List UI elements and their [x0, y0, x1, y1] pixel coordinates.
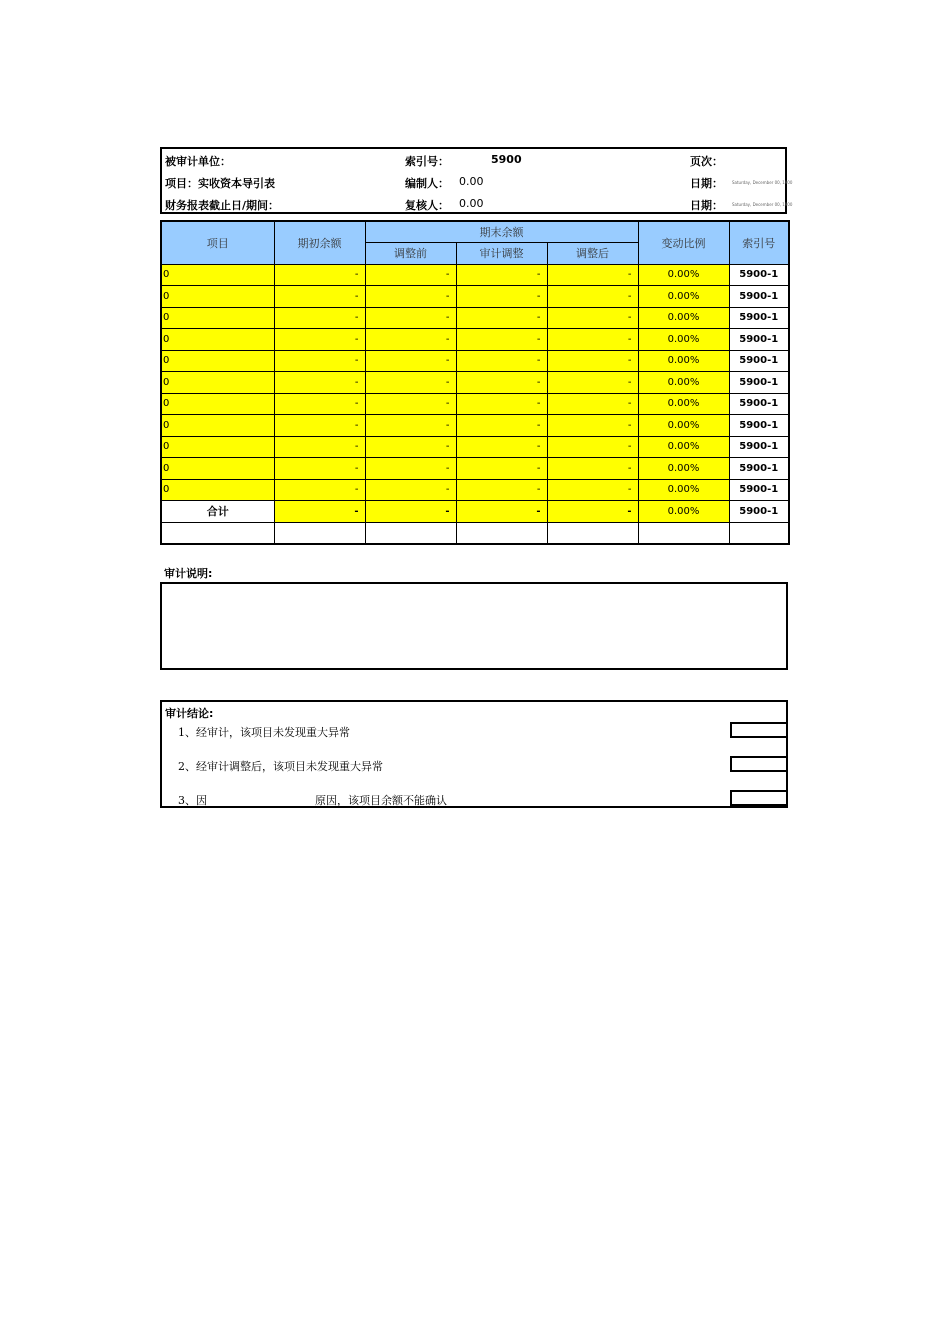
empty-cell[interactable] — [274, 522, 365, 544]
col-header-after-adj: 调整后 — [547, 243, 638, 265]
capital-lead-table — [160, 220, 790, 545]
row-before-adj-cell[interactable]: - — [365, 393, 456, 415]
date-label-2: 日期： — [690, 199, 723, 212]
row-audit-adj-cell[interactable]: - — [456, 329, 547, 351]
row-index-cell[interactable]: 5900-1 — [729, 286, 789, 308]
row-opening-cell[interactable]: - — [274, 286, 365, 308]
row-index-cell[interactable]: 5900-1 — [729, 350, 789, 372]
total-index-cell[interactable]: 5900-1 — [729, 501, 789, 523]
row-opening-cell[interactable]: - — [274, 436, 365, 458]
empty-cell[interactable] — [547, 522, 638, 544]
preparer-label: 编制人： — [405, 177, 449, 190]
audit-conclusion-label: 审计结论: — [165, 707, 214, 720]
row-before-adj-cell[interactable]: - — [365, 479, 456, 501]
row-before-adj-cell[interactable]: - — [365, 350, 456, 372]
date-value-2[interactable]: Saturday, December 00, 1900 — [732, 202, 793, 207]
project-label: 项目：实收资本导引表 — [165, 177, 275, 190]
row-after-adj-cell[interactable]: - — [547, 329, 638, 351]
row-after-adj-cell[interactable]: - — [547, 307, 638, 329]
table-row — [161, 436, 789, 458]
row-item-cell[interactable]: 0 — [161, 458, 274, 480]
row-after-adj-cell[interactable]: - — [547, 350, 638, 372]
total-label: 合计 — [161, 501, 274, 523]
audit-explanation-label: 审计说明: — [164, 567, 213, 580]
table-row — [161, 415, 789, 437]
total-opening-cell[interactable]: - — [274, 501, 365, 523]
row-index-cell[interactable]: 5900-1 — [729, 372, 789, 394]
table-row — [161, 393, 789, 415]
empty-cell[interactable] — [729, 522, 789, 544]
row-index-cell[interactable]: 5900-1 — [729, 436, 789, 458]
conclusion-item-2: 2、经审计调整后，该项目未发现重大异常 — [178, 760, 383, 773]
row-change-ratio-cell[interactable]: 0.00% — [638, 372, 729, 394]
row-after-adj-cell[interactable]: - — [547, 479, 638, 501]
row-change-ratio-cell[interactable]: 0.00% — [638, 350, 729, 372]
table-row — [161, 307, 789, 329]
period-label: 财务报表截止日/期间： — [165, 199, 280, 212]
conclusion-item-3-prefix: 3、因 — [178, 794, 207, 807]
total-before-cell[interactable]: - — [365, 501, 456, 523]
conclusion-item-3-suffix: 原因，该项目余额不能确认 — [315, 794, 447, 807]
row-index-cell[interactable]: 5900-1 — [729, 415, 789, 437]
row-audit-adj-cell[interactable]: - — [456, 436, 547, 458]
index-no-label: 索引号： — [405, 155, 449, 168]
date-value-1[interactable]: Saturday, December 00, 1900 — [732, 180, 793, 185]
row-change-ratio-cell[interactable]: 0.00% — [638, 307, 729, 329]
col-header-before-adj: 调整前 — [365, 243, 456, 265]
row-item-cell[interactable]: 0 — [161, 307, 274, 329]
total-after-cell[interactable]: - — [547, 501, 638, 523]
row-audit-adj-cell[interactable]: - — [456, 350, 547, 372]
row-item-cell[interactable]: 0 — [161, 329, 274, 351]
row-after-adj-cell[interactable]: - — [547, 415, 638, 437]
row-opening-cell[interactable]: - — [274, 458, 365, 480]
row-opening-cell[interactable]: - — [274, 329, 365, 351]
row-item-cell[interactable]: 0 — [161, 479, 274, 501]
conclusion-checkbox-1[interactable] — [730, 722, 788, 738]
row-before-adj-cell[interactable]: - — [365, 329, 456, 351]
row-item-cell[interactable]: 0 — [161, 372, 274, 394]
col-header-change-ratio: 变动比例 — [638, 221, 729, 264]
row-audit-adj-cell[interactable]: - — [456, 458, 547, 480]
empty-cell[interactable] — [456, 522, 547, 544]
col-header-closing-group: 期末余额 — [365, 221, 638, 243]
row-index-cell[interactable]: 5900-1 — [729, 329, 789, 351]
row-change-ratio-cell[interactable]: 0.00% — [638, 458, 729, 480]
row-audit-adj-cell[interactable]: - — [456, 393, 547, 415]
row-index-cell[interactable]: 5900-1 — [729, 479, 789, 501]
audit-conclusion-box — [160, 700, 788, 808]
total-adjust-cell[interactable]: - — [456, 501, 547, 523]
empty-cell[interactable] — [365, 522, 456, 544]
audited-unit-label: 被审计单位： — [165, 155, 231, 168]
header-row-1 — [161, 221, 789, 243]
row-before-adj-cell[interactable]: - — [365, 286, 456, 308]
row-item-cell[interactable]: 0 — [161, 264, 274, 286]
table-row — [161, 329, 789, 351]
row-after-adj-cell[interactable]: - — [547, 436, 638, 458]
workpaper-header — [160, 147, 793, 214]
row-index-cell[interactable]: 5900-1 — [729, 458, 789, 480]
row-item-cell[interactable]: 0 — [161, 350, 274, 372]
row-opening-cell[interactable]: - — [274, 393, 365, 415]
row-audit-adj-cell[interactable]: - — [456, 479, 547, 501]
col-header-index: 索引号 — [729, 221, 789, 264]
table-row — [161, 264, 789, 286]
row-item-cell[interactable]: 0 — [161, 393, 274, 415]
row-opening-cell[interactable]: - — [274, 372, 365, 394]
table-row — [161, 479, 789, 501]
table-row — [161, 458, 789, 480]
row-change-ratio-cell[interactable]: 0.00% — [638, 393, 729, 415]
row-opening-cell[interactable]: - — [274, 307, 365, 329]
row-audit-adj-cell[interactable]: - — [456, 307, 547, 329]
row-before-adj-cell[interactable]: - — [365, 415, 456, 437]
table-row — [161, 372, 789, 394]
row-before-adj-cell[interactable]: - — [365, 436, 456, 458]
row-after-adj-cell[interactable]: - — [547, 264, 638, 286]
row-opening-cell[interactable]: - — [274, 479, 365, 501]
row-opening-cell[interactable]: - — [274, 350, 365, 372]
row-after-adj-cell[interactable]: - — [547, 393, 638, 415]
row-index-cell[interactable]: 5900-1 — [729, 264, 789, 286]
row-change-ratio-cell[interactable]: 0.00% — [638, 415, 729, 437]
page-label: 页次： — [690, 155, 723, 168]
empty-cell[interactable] — [161, 522, 274, 544]
row-after-adj-cell[interactable]: - — [547, 458, 638, 480]
row-before-adj-cell[interactable]: - — [365, 458, 456, 480]
total-change-ratio-cell[interactable]: 0.00% — [638, 501, 729, 523]
index-no-value[interactable]: 5900 — [491, 153, 522, 166]
table-row — [161, 350, 789, 372]
conclusion-checkbox-3[interactable] — [730, 790, 788, 806]
conclusion-item-1: 1、经审计，该项目未发现重大异常 — [178, 726, 350, 739]
audit-explanation-box[interactable] — [160, 582, 788, 670]
row-change-ratio-cell[interactable]: 0.00% — [638, 286, 729, 308]
row-before-adj-cell[interactable]: - — [365, 264, 456, 286]
row-change-ratio-cell[interactable]: 0.00% — [638, 436, 729, 458]
col-header-item: 项目 — [161, 221, 274, 264]
row-before-adj-cell[interactable]: - — [365, 372, 456, 394]
row-change-ratio-cell[interactable]: 0.00% — [638, 329, 729, 351]
row-change-ratio-cell[interactable]: 0.00% — [638, 264, 729, 286]
row-audit-adj-cell[interactable]: - — [456, 286, 547, 308]
row-opening-cell[interactable]: - — [274, 415, 365, 437]
empty-cell[interactable] — [638, 522, 729, 544]
reviewer-value[interactable]: 0.00 — [459, 197, 484, 210]
row-change-ratio-cell[interactable]: 0.00% — [638, 479, 729, 501]
col-header-opening: 期初余额 — [274, 221, 365, 264]
table-row — [161, 286, 789, 308]
row-index-cell[interactable]: 5900-1 — [729, 307, 789, 329]
row-audit-adj-cell[interactable]: - — [456, 264, 547, 286]
empty-row — [161, 522, 789, 544]
preparer-value[interactable]: 0.00 — [459, 175, 484, 188]
row-audit-adj-cell[interactable]: - — [456, 372, 547, 394]
date-label-1: 日期： — [690, 177, 723, 190]
row-item-cell[interactable]: 0 — [161, 286, 274, 308]
row-before-adj-cell[interactable]: - — [365, 307, 456, 329]
row-after-adj-cell[interactable]: - — [547, 286, 638, 308]
row-item-cell[interactable]: 0 — [161, 415, 274, 437]
row-audit-adj-cell[interactable]: - — [456, 415, 547, 437]
reviewer-label: 复核人： — [405, 199, 449, 212]
row-item-cell[interactable]: 0 — [161, 436, 274, 458]
total-row — [161, 501, 789, 523]
row-index-cell[interactable]: 5900-1 — [729, 393, 789, 415]
row-after-adj-cell[interactable]: - — [547, 372, 638, 394]
row-opening-cell[interactable]: - — [274, 264, 365, 286]
conclusion-checkbox-2[interactable] — [730, 756, 788, 772]
col-header-audit-adj: 审计调整 — [456, 243, 547, 265]
